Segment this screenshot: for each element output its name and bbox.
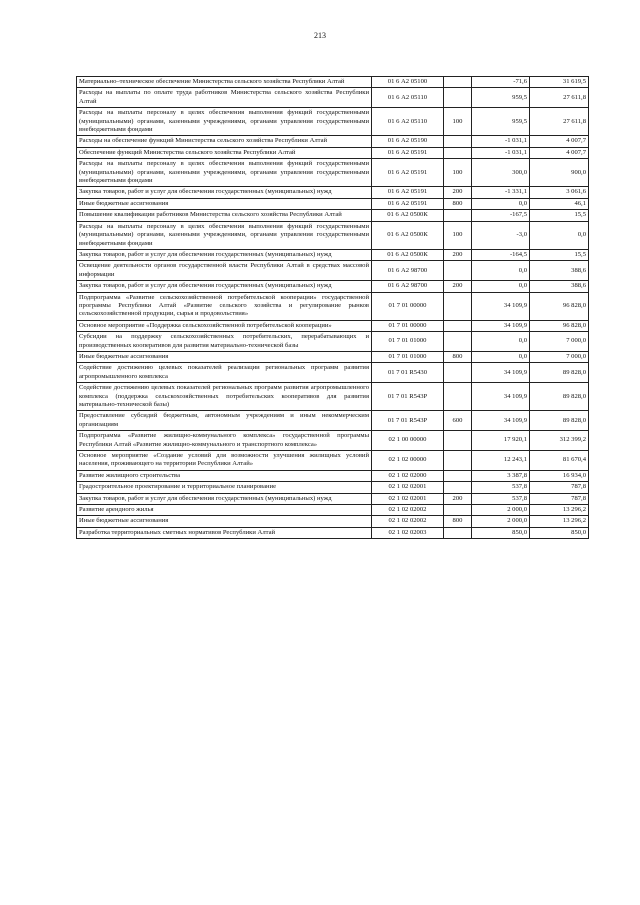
table-row	[77, 505, 589, 516]
row-change-amount-cell: -3,0	[472, 221, 530, 249]
row-name-cell: Развитие жилищного строительства	[77, 470, 372, 481]
row-code-cell: 02 1 02 02003	[372, 527, 444, 538]
row-name-cell: Содействие достижению целевых показателей региональных программ развития агропромышленного комплекса (поддержка сельскохозяйственных потребительских кооперативов для развития материально-технической базы)	[77, 383, 372, 411]
table-row	[77, 136, 589, 147]
table-row	[77, 210, 589, 221]
table-row	[77, 249, 589, 260]
row-name-cell: Расходы на выплаты персоналу в целях обеспечения выполнения функций государственными (муниципальными) органами, казенными учреждениями, органами управления государственными внебюджетными фондами	[77, 159, 372, 187]
row-change-amount-cell: 34 109,9	[472, 292, 530, 320]
row-total-amount-cell: 388,6	[530, 281, 589, 292]
row-change-amount-cell: 3 387,8	[472, 470, 530, 481]
row-name-cell: Основное мероприятие «Создание условий для возможности улучшения жилищных условий населения, проживающего на территории Республики Алтай»	[77, 451, 372, 471]
row-expense-type-cell	[444, 431, 472, 451]
row-name-cell: Закупка товаров, работ и услуг для обеспечения государственных (муниципальных) нужд	[77, 281, 372, 292]
table-row	[77, 470, 589, 481]
row-name-cell: Разработка территориальных сметных нормативов Республики Алтай	[77, 527, 372, 538]
row-code-cell: 01 6 А2 98700	[372, 261, 444, 281]
table-row	[77, 451, 589, 471]
row-total-amount-cell: 850,0	[530, 527, 589, 538]
table-row	[77, 516, 589, 527]
row-total-amount-cell: 89 828,0	[530, 383, 589, 411]
table-row	[77, 261, 589, 281]
row-code-cell: 01 7 01 00000	[372, 320, 444, 331]
table-row	[77, 159, 589, 187]
row-total-amount-cell: 7 000,0	[530, 351, 589, 362]
row-name-cell: Предоставление субсидий бюджетным, автономным учреждениям и иным некоммерческим организациям	[77, 411, 372, 431]
row-code-cell: 01 6 А2 0500К	[372, 221, 444, 249]
row-expense-type-cell	[444, 363, 472, 383]
table-row	[77, 88, 589, 108]
row-code-cell: 01 6 А2 05191	[372, 187, 444, 198]
row-total-amount-cell: 4 007,7	[530, 147, 589, 158]
row-expense-type-cell: 800	[444, 516, 472, 527]
table-row	[77, 221, 589, 249]
row-code-cell: 01 6 А2 05191	[372, 147, 444, 158]
table-row	[77, 363, 589, 383]
row-total-amount-cell: 81 670,4	[530, 451, 589, 471]
table-row	[77, 411, 589, 431]
row-expense-type-cell	[444, 527, 472, 538]
row-code-cell: 02 1 02 02002	[372, 516, 444, 527]
row-code-cell: 01 7 01 R543P	[372, 411, 444, 431]
row-code-cell: 02 1 02 00000	[372, 451, 444, 471]
row-total-amount-cell: 312 399,2	[530, 431, 589, 451]
row-total-amount-cell: 96 828,0	[530, 320, 589, 331]
row-name-cell: Развитие арендного жилья	[77, 505, 372, 516]
row-change-amount-cell: 2 000,0	[472, 516, 530, 527]
row-total-amount-cell: 15,5	[530, 210, 589, 221]
row-expense-type-cell: 800	[444, 351, 472, 362]
row-code-cell: 02 1 02 02002	[372, 505, 444, 516]
row-change-amount-cell: 0,0	[472, 261, 530, 281]
row-change-amount-cell: 12 243,1	[472, 451, 530, 471]
table-row	[77, 147, 589, 158]
page-number: 213	[314, 31, 326, 40]
budget-table-body	[77, 77, 589, 539]
table-row	[77, 198, 589, 209]
row-total-amount-cell: 787,8	[530, 493, 589, 504]
row-name-cell: Субсидии на поддержку сельскохозяйственных потребительских, перерабатывающих и производственных кооперативов для развития материально-технической базы	[77, 332, 372, 352]
row-change-amount-cell: 0,0	[472, 281, 530, 292]
row-code-cell: 02 1 02 02001	[372, 493, 444, 504]
row-name-cell: Иные бюджетные ассигнования	[77, 198, 372, 209]
row-total-amount-cell: 89 828,0	[530, 363, 589, 383]
row-total-amount-cell: 96 828,0	[530, 292, 589, 320]
row-code-cell: 01 6 А2 05190	[372, 136, 444, 147]
table-row	[77, 108, 589, 136]
row-code-cell: 01 6 А2 0500К	[372, 249, 444, 260]
row-change-amount-cell: 959,5	[472, 108, 530, 136]
row-name-cell: Закупка товаров, работ и услуг для обеспечения государственных (муниципальных) нужд	[77, 493, 372, 504]
table-row	[77, 527, 589, 538]
table-row	[77, 281, 589, 292]
row-expense-type-cell	[444, 482, 472, 493]
table-row	[77, 493, 589, 504]
row-expense-type-cell: 100	[444, 221, 472, 249]
row-expense-type-cell: 100	[444, 108, 472, 136]
row-total-amount-cell: 4 007,7	[530, 136, 589, 147]
row-total-amount-cell: 27 611,8	[530, 88, 589, 108]
row-total-amount-cell: 89 828,0	[530, 411, 589, 431]
row-code-cell: 01 6 А2 98700	[372, 281, 444, 292]
row-code-cell: 02 1 02 02001	[372, 482, 444, 493]
row-change-amount-cell: 959,5	[472, 88, 530, 108]
row-code-cell: 01 6 А2 0500К	[372, 210, 444, 221]
row-name-cell: Материально–техническое обеспечение Министерства сельского хозяйства Республики Алтай	[77, 77, 372, 88]
row-code-cell: 01 7 01 01000	[372, 351, 444, 362]
row-expense-type-cell: 100	[444, 159, 472, 187]
row-expense-type-cell	[444, 320, 472, 331]
row-change-amount-cell: 300,0	[472, 159, 530, 187]
row-total-amount-cell: 15,5	[530, 249, 589, 260]
row-total-amount-cell: 0,0	[530, 221, 589, 249]
row-change-amount-cell: 34 109,9	[472, 383, 530, 411]
row-expense-type-cell	[444, 147, 472, 158]
row-total-amount-cell: 46,1	[530, 198, 589, 209]
row-name-cell: Градостроительное проектирование и территориальное планирование	[77, 482, 372, 493]
row-expense-type-cell	[444, 292, 472, 320]
row-name-cell: Основное мероприятие «Поддержка сельскохозяйственной потребительской кооперации»	[77, 320, 372, 331]
row-total-amount-cell: 16 934,0	[530, 470, 589, 481]
table-row	[77, 383, 589, 411]
row-expense-type-cell: 600	[444, 411, 472, 431]
row-change-amount-cell: -1 331,1	[472, 187, 530, 198]
row-expense-type-cell	[444, 383, 472, 411]
row-code-cell: 01 6 А2 05191	[372, 198, 444, 209]
row-change-amount-cell: -164,5	[472, 249, 530, 260]
table-row	[77, 332, 589, 352]
row-total-amount-cell: 7 000,0	[530, 332, 589, 352]
table-row	[77, 187, 589, 198]
row-name-cell: Закупка товаров, работ и услуг для обеспечения государственных (муниципальных) нужд	[77, 249, 372, 260]
row-name-cell: Освещение деятельности органов государственной власти Республики Алтай в средствах массовой информации	[77, 261, 372, 281]
row-total-amount-cell: 3 061,6	[530, 187, 589, 198]
row-expense-type-cell	[444, 451, 472, 471]
table-row	[77, 431, 589, 451]
row-expense-type-cell: 200	[444, 187, 472, 198]
row-expense-type-cell: 200	[444, 281, 472, 292]
row-change-amount-cell: 34 109,9	[472, 411, 530, 431]
row-change-amount-cell: 850,0	[472, 527, 530, 538]
row-name-cell: Расходы на обеспечение функций Министерства сельского хозяйства Республики Алтай	[77, 136, 372, 147]
table-row	[77, 77, 589, 88]
row-code-cell: 02 1 00 00000	[372, 431, 444, 451]
row-change-amount-cell: 0,0	[472, 351, 530, 362]
row-change-amount-cell: 0,0	[472, 332, 530, 352]
row-name-cell: Подпрограмма «Развитие жилищно-коммунального комплекса» государственной программы Республики Алтай «Развитие жилищно-коммунального и транспортного комплекса»	[77, 431, 372, 451]
row-name-cell: Иные бюджетные ассигнования	[77, 351, 372, 362]
row-code-cell: 02 1 02 02000	[372, 470, 444, 481]
row-expense-type-cell: 800	[444, 198, 472, 209]
row-name-cell: Подпрограмма «Развитие сельскохозяйственной потребительской кооперации» государственной программы Республики Алтай «Развитие сельского хозяйства и регулирование рынков сельскохозяйственной продукции, сырья и продовольствия»	[77, 292, 372, 320]
row-name-cell: Расходы на выплаты персоналу в целях обеспечения выполнения функций государственными (муниципальными) органами, казенными учреждениями, органами управления государственными внебюджетными фондами	[77, 108, 372, 136]
row-total-amount-cell: 388,6	[530, 261, 589, 281]
row-change-amount-cell: -167,5	[472, 210, 530, 221]
row-expense-type-cell	[444, 470, 472, 481]
row-total-amount-cell: 900,0	[530, 159, 589, 187]
table-row	[77, 482, 589, 493]
row-change-amount-cell: 537,8	[472, 482, 530, 493]
row-name-cell: Расходы на выплаты персоналу в целях обеспечения выполнения функций государственными (муниципальными) органами, казенными учреждениями, органами управления государственными внебюджетными фондами	[77, 221, 372, 249]
row-expense-type-cell	[444, 88, 472, 108]
budget-table	[76, 76, 589, 539]
row-change-amount-cell: 537,8	[472, 493, 530, 504]
row-change-amount-cell: 2 000,0	[472, 505, 530, 516]
row-expense-type-cell	[444, 210, 472, 221]
table-row	[77, 320, 589, 331]
row-name-cell: Обеспечение функций Министерства сельского хозяйства Республики Алтай	[77, 147, 372, 158]
row-change-amount-cell: 17 920,1	[472, 431, 530, 451]
row-expense-type-cell: 200	[444, 249, 472, 260]
table-row	[77, 351, 589, 362]
row-code-cell: 01 7 01 01000	[372, 332, 444, 352]
row-expense-type-cell: 200	[444, 493, 472, 504]
row-expense-type-cell	[444, 136, 472, 147]
row-change-amount-cell: -1 031,1	[472, 147, 530, 158]
row-total-amount-cell: 31 619,5	[530, 77, 589, 88]
row-code-cell: 01 7 01 R543P	[372, 383, 444, 411]
row-code-cell: 01 7 01 00000	[372, 292, 444, 320]
row-total-amount-cell: 787,8	[530, 482, 589, 493]
row-name-cell: Закупка товаров, работ и услуг для обеспечения государственных (муниципальных) нужд	[77, 187, 372, 198]
row-code-cell: 01 7 01 R5430	[372, 363, 444, 383]
row-name-cell: Повышение квалификации работников Министерства сельского хозяйства Республики Алтай	[77, 210, 372, 221]
row-total-amount-cell: 27 611,8	[530, 108, 589, 136]
row-name-cell: Расходы на выплаты по оплате труда работников Министерства сельского хозяйства Республики Алтай	[77, 88, 372, 108]
row-expense-type-cell	[444, 77, 472, 88]
row-code-cell: 01 6 А2 05110	[372, 108, 444, 136]
table-row	[77, 292, 589, 320]
row-code-cell: 01 6 А2 05191	[372, 159, 444, 187]
row-name-cell: Иные бюджетные ассигнования	[77, 516, 372, 527]
row-change-amount-cell: 34 109,9	[472, 320, 530, 331]
row-expense-type-cell	[444, 261, 472, 281]
row-expense-type-cell	[444, 505, 472, 516]
row-total-amount-cell: 13 296,2	[530, 516, 589, 527]
row-change-amount-cell: -71,6	[472, 77, 530, 88]
row-code-cell: 01 6 А2 05100	[372, 77, 444, 88]
row-change-amount-cell: -1 031,1	[472, 136, 530, 147]
row-change-amount-cell: 0,0	[472, 198, 530, 209]
row-total-amount-cell: 13 296,2	[530, 505, 589, 516]
row-name-cell: Содействие достижению целевых показателей реализации региональных программ развития агропромышленного комплекса	[77, 363, 372, 383]
row-change-amount-cell: 34 109,9	[472, 363, 530, 383]
row-code-cell: 01 6 А2 05110	[372, 88, 444, 108]
row-expense-type-cell	[444, 332, 472, 352]
